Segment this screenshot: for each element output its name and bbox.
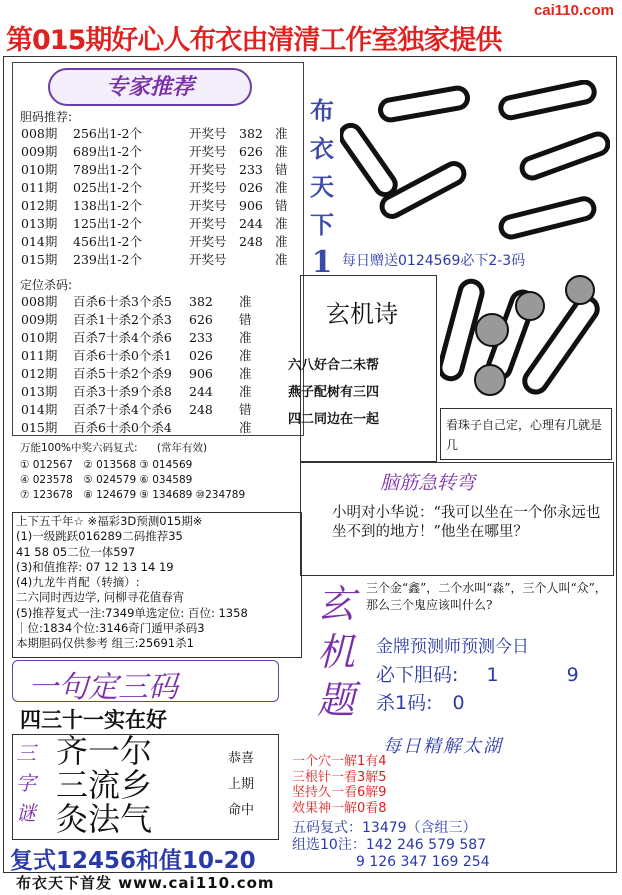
lake-title: 每日精解太湖 [383, 736, 503, 757]
table-row [18, 364, 272, 382]
table-cell: 014期 [21, 402, 58, 417]
table-cell: 准 [239, 366, 252, 381]
table-cell: 百杀1十杀2个杀3 [73, 312, 172, 327]
congrats-line: 上期 [228, 777, 255, 792]
info-line: 上下五千年☆ ※福彩3D预测015期※ [16, 514, 203, 528]
table-row [18, 418, 272, 436]
info-line: 41 58 05二位一体597 [16, 544, 136, 559]
three-word: 灸法气 [56, 800, 153, 838]
gold-must-b: 9 [566, 664, 579, 686]
table-cell: 开奖号 [189, 162, 227, 177]
big-53-graphic [340, 80, 610, 250]
table-cell: 百杀6十杀0个杀4 [73, 420, 172, 435]
table-cell: 014期 [21, 234, 58, 249]
info-line: (3)和值推荐: 07 12 13 14 19 [16, 559, 174, 574]
position-kill-label: 定位杀码: [20, 278, 73, 292]
table-row [18, 328, 272, 346]
brain-title: 脑筋急转弯 [380, 472, 476, 494]
seal-char: 衣 [310, 134, 334, 163]
table-cell: 244 [189, 383, 213, 399]
bead-note: 看珠子自己定，心理有几就是几 [446, 418, 603, 452]
table-cell: 013期 [21, 384, 58, 399]
table-cell: 626 [189, 311, 213, 327]
three-side: 三字谜 [16, 741, 36, 825]
three-title: 一句定三码 [28, 670, 178, 705]
table-cell: 错 [275, 198, 288, 213]
lake-line: 坚持久一看6解9 [292, 785, 387, 800]
table-row [18, 310, 272, 328]
bold-code-label: 胆码推荐: [20, 110, 73, 124]
table-cell: 015期 [21, 420, 58, 435]
gold-kill-row [376, 690, 465, 717]
info-line: (5)推荐复式一注:7349单选定位: 百位: 1358 [16, 605, 248, 620]
table-cell: 百杀7十杀4个杀6 [73, 330, 172, 345]
seal-number: 1 [311, 245, 333, 280]
table-cell: 准 [275, 180, 288, 195]
table-cell: 开奖号 [189, 234, 227, 249]
table-cell: 125出1-2个 [73, 216, 142, 231]
gold-must-row [376, 662, 579, 689]
lake-lines [292, 754, 387, 816]
gold-must-a: 1 [486, 664, 499, 686]
poem-line: 六八好合二未帮 [288, 358, 380, 373]
info-line: (4)九龙牛肖配（转摘）: [16, 575, 140, 590]
table-cell: 789出1-2个 [73, 162, 142, 177]
six-code-line: ④ 023578 ⑤ 024579 ⑥ 034589 [20, 474, 193, 486]
combo-block [292, 820, 490, 871]
gold-kill-label: 杀1码: [376, 692, 433, 714]
table-cell: 准 [239, 348, 252, 363]
table-cell: 百杀5十杀2个杀9 [73, 366, 172, 381]
expert-title: 专家推荐 [105, 74, 194, 100]
table-cell: 准 [239, 384, 252, 399]
table-cell: 开奖号 [189, 198, 227, 213]
combo-five: 五码复式：13479（含组三） [292, 820, 477, 836]
table-cell: 011期 [21, 348, 58, 363]
combo-group: 组选10注：142 246 579 587 [292, 837, 487, 853]
table-cell: 248 [239, 233, 263, 249]
table-cell: 233 [239, 161, 263, 177]
table-cell: 百杀6十杀0个杀1 [73, 348, 172, 363]
bold-code-table [18, 124, 308, 268]
table-row [18, 292, 272, 310]
table-cell: 244 [239, 215, 263, 231]
brain-text: 小明对小华说：“我可以坐在一个你永远也坐不到的地方！”他坐在哪里？ [332, 505, 601, 540]
expert-title-badge [48, 68, 252, 106]
info-line: 本期胆码仅供参考 组三:25691杀1 [16, 636, 194, 651]
table-cell: 准 [239, 330, 252, 345]
poem-lines [288, 352, 379, 433]
six-code-list [20, 458, 245, 503]
table-cell: 准 [275, 144, 288, 159]
six-code-line: ① 012567 ② 013568 ③ 014569 [20, 459, 193, 471]
table-cell: 010期 [21, 162, 58, 177]
table-cell: 382 [239, 125, 263, 141]
lake-line: 一个穴一解1有4 [292, 754, 387, 769]
table-cell: 456出1-2个 [73, 234, 142, 249]
table-cell: 239出1-2个 [73, 252, 142, 267]
table-cell: 准 [239, 420, 252, 435]
site-logo[interactable]: cai110.com [533, 2, 614, 19]
table-row [18, 214, 308, 232]
gold-title: 金牌预测师预测今日 [376, 637, 529, 657]
table-row [18, 178, 308, 196]
table-cell: 026 [189, 347, 213, 363]
riddle-text: 三个金“鑫”，二个水叫“淼”，三个人叫“众”，那么三个鬼应该叫什么? [366, 581, 607, 612]
lake-line: 三根针一看3解5 [292, 769, 387, 785]
seal-vertical [305, 92, 339, 282]
table-cell: 025出1-2个 [73, 180, 142, 195]
three-phrase: 四三十一实在好 [20, 708, 167, 732]
table-cell: 026 [239, 179, 263, 195]
table-row [18, 160, 308, 178]
congrats-line: 命中 [228, 803, 255, 818]
table-cell: 906 [189, 365, 213, 381]
three-words [56, 734, 152, 836]
table-row [18, 124, 308, 142]
six-code-note: (常年有效) [156, 442, 208, 454]
bottom-red-line: 复式12456和值10-20 [10, 848, 256, 874]
daily-gift: 每日赠送0124569必下2-3码 [342, 253, 526, 269]
table-cell: 开奖号 [189, 252, 227, 267]
table-cell [236, 250, 272, 268]
table-row [18, 346, 272, 364]
page-title: 第015期好心人布衣由清清工作室独家提供 [6, 25, 502, 56]
table-cell: 248 [189, 401, 213, 417]
gold-must-label: 必下胆码: [376, 664, 459, 686]
bead-graphic [440, 270, 610, 415]
seal-char: 布 [310, 96, 334, 125]
six-code-line: ⑦ 123678 ⑧ 124679 ⑨ 134689 ⑩234789 [20, 489, 246, 501]
table-cell: 准 [275, 216, 288, 231]
table-cell: 开奖号 [189, 180, 227, 195]
lake-line: 效果神一解0看8 [292, 800, 387, 816]
three-word: 齐一尔 [56, 732, 153, 770]
three-word: 三流乡 [56, 766, 153, 804]
info-line: 二六同时西边学, 问柳寻花值春宵 [16, 590, 185, 605]
table-cell: 008期 [21, 126, 58, 141]
table-cell: 012期 [21, 366, 58, 381]
table-cell: 百杀7十杀4个杀6 [73, 402, 172, 417]
table-cell: 011期 [21, 180, 58, 195]
info-lines [16, 514, 248, 652]
table-cell: 开奖号 [189, 144, 227, 159]
table-cell: 准 [275, 234, 288, 249]
poem-title: 玄机诗 [326, 300, 398, 328]
table-row [18, 232, 308, 250]
table-cell: 689出1-2个 [73, 144, 142, 159]
table-cell: 百杀6十杀3个杀5 [73, 294, 172, 309]
table-cell: 382 [189, 293, 213, 309]
position-kill-table [18, 292, 272, 436]
table-row [18, 400, 272, 418]
table-cell: 015期 [21, 252, 58, 267]
riddle-side-title [316, 580, 356, 724]
table-cell: 256出1-2个 [73, 126, 142, 141]
table-cell: 百杀3十杀9个杀8 [73, 384, 172, 399]
table-row [18, 142, 308, 160]
six-code-title: 万能100%中奖六码复式: [20, 442, 138, 454]
info-line: ｜位:1834个位:3146奇门遁甲杀码3 [16, 621, 205, 636]
footer[interactable]: 布衣天下首发 www.cai110.com [16, 874, 275, 892]
table-cell: 错 [239, 402, 252, 417]
table-cell: 准 [239, 294, 252, 309]
table-cell: 138出1-2个 [73, 198, 142, 213]
table-cell: 错 [239, 312, 252, 327]
table-cell: 906 [239, 197, 263, 213]
table-cell: 009期 [21, 144, 58, 159]
table-cell: 233 [189, 329, 213, 345]
table-cell: 012期 [21, 198, 58, 213]
table-cell: 013期 [21, 216, 58, 231]
table-cell: 开奖号 [189, 126, 227, 141]
table-cell: 准 [275, 252, 288, 267]
poem-line: 燕子配树有三四 [288, 385, 380, 400]
table-cell: 008期 [21, 294, 58, 309]
table-row [18, 250, 308, 268]
table-cell: 626 [239, 143, 263, 159]
congrats-line: 恭喜 [228, 751, 255, 766]
combo-group2: 9 126 347 169 254 [356, 854, 490, 870]
info-line: (1)一级跳跃016289二码推荐35 [16, 529, 183, 544]
table-cell [186, 418, 236, 436]
table-row [18, 196, 308, 214]
seal-char: 天 [310, 172, 334, 201]
gold-kill-val: 0 [452, 692, 465, 714]
table-cell: 开奖号 [189, 216, 227, 231]
poem-line: 四二同边在一起 [288, 412, 380, 427]
table-cell: 准 [275, 126, 288, 141]
six-code-title-row [20, 441, 207, 456]
three-congrats [228, 746, 254, 824]
table-cell: 错 [275, 162, 288, 177]
seal-char: 下 [310, 210, 334, 239]
table-cell: 009期 [21, 312, 58, 327]
riddle-side-text: 玄机题 [316, 582, 355, 722]
table-row [18, 382, 272, 400]
table-cell: 010期 [21, 330, 58, 345]
